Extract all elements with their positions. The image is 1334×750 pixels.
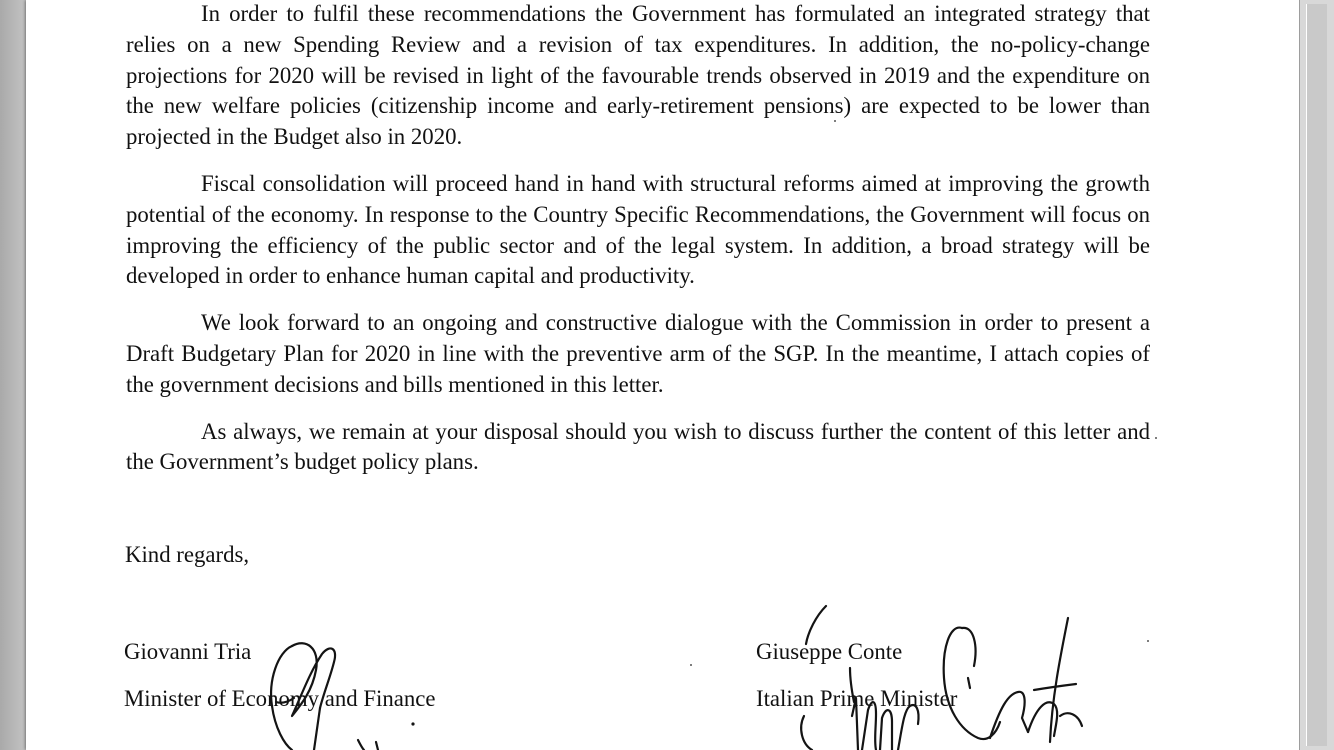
signatory-title-conte: Italian Prime Minister xyxy=(756,686,958,711)
paragraph-fiscal-consolidation: Fiscal consolidation will proceed hand in hand with structural reforms aimed at improving the growth potential of the economy. In response to the Country Specific Recommendations, the Government will focus on improving the efficiency of the public sector and of the legal system. In addition, a broad strategy will be developed in order to enhance human capital and productivity. xyxy=(126,170,1150,289)
paragraph-dialogue: We look forward to an ongoing and constructive dialogue with the Commission in order to present a Draft Budgetary Plan for 2020 in line with the preventive arm of the SGP. In the meantime, I attach copies of the government decisions and bills mentioned in this letter. xyxy=(126,310,1150,397)
signature-conte xyxy=(764,598,1084,750)
paragraph-strategy: In order to fulfil these recommendations the Government has formulated an integrated strategy that relies on a new Spending Review and a revision of tax expenditures. In addition, the no-policy-change projections for 2020 will be revised in light of the favourable trends observed in 2019 and the expenditure on the new welfare policies (citizenship income and early-retirement pensions) are expected to be lower than projected in the Budget also in 2020. xyxy=(126,1,1150,150)
signatory-name-conte: Giuseppe Conte xyxy=(756,639,903,664)
signatory-title-tria: Minister of Economy and Finance xyxy=(124,686,436,711)
document-page xyxy=(26,0,1300,750)
scrollbar-thumb[interactable] xyxy=(1306,4,1327,746)
scan-speck xyxy=(1147,640,1149,642)
signatory-name-tria: Giovanni Tria xyxy=(124,639,252,664)
letter-body xyxy=(126,0,1150,494)
scan-speck xyxy=(1155,437,1157,439)
vertical-scrollbar[interactable] xyxy=(1299,0,1334,750)
closing-salutation: Kind regards, xyxy=(125,542,250,567)
scan-speck xyxy=(834,120,836,122)
scan-speck xyxy=(690,664,692,666)
paragraph-disposal: As always, we remain at your disposal should you wish to discuss further the content of this letter and the Government’s budget policy plans. xyxy=(126,418,1150,475)
